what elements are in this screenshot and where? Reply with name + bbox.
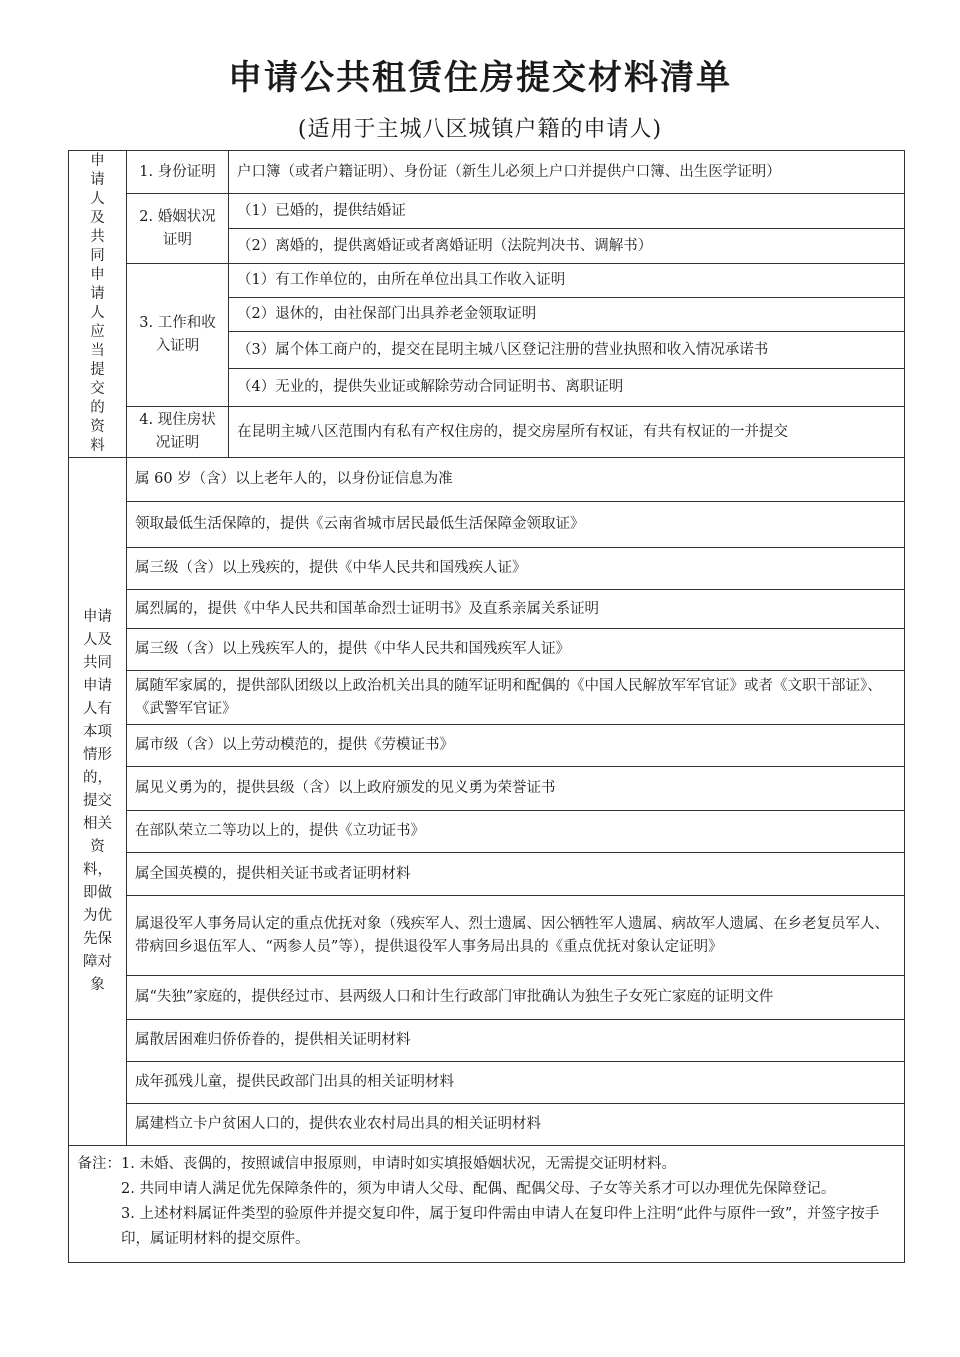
table-row xyxy=(69,811,905,853)
requirement-cell: 户口簿（或者户籍证明）、身份证（新生儿必须上户口并提供户口簿、出生医学证明） xyxy=(229,151,905,194)
note-item xyxy=(69,1177,904,1202)
priority-item: 属三级（含）以上残疾的，提供《中华人民共和国残疾人证》 xyxy=(127,548,905,590)
category-label: 4. 现住房状况证明 xyxy=(127,407,229,458)
note-item xyxy=(69,1152,904,1177)
table-row xyxy=(69,264,905,298)
table-row xyxy=(69,407,905,458)
requirement-cell: （2）离婚的，提供离婚证或者离婚证明（法院判决书、调解书） xyxy=(229,229,905,264)
section2-label: 申请人及共同申请人有本项情形的，提交相关资料，即做为优先保障对象 xyxy=(69,458,127,1146)
requirement-cell: （2）退休的，由社保部门出具养老金领取证明 xyxy=(229,298,905,332)
requirement-cell: （4）无业的，提供失业证或解除劳动合同证明书、离职证明 xyxy=(229,369,905,407)
document-title: 申请公共租赁住房提交材料清单 xyxy=(228,58,732,98)
table-row xyxy=(69,976,905,1020)
table-row xyxy=(69,629,905,671)
notes-cell xyxy=(69,1146,905,1263)
note-text: 2. 共同申请人满足优先保障条件的，须为申请人父母、配偶、配偶父母、子女等关系才可以办理优先保障登记。 xyxy=(121,1181,836,1197)
priority-item: 属“失独”家庭的，提供经过市、县两级人口和计生行政部门审批确认为独生子女死亡家庭的证明文件 xyxy=(127,976,905,1020)
priority-item: 领取最低生活保障的，提供《云南省城市居民最低生活保障金领取证》 xyxy=(127,502,905,548)
requirement-cell: （3）属个体工商户的，提交在昆明主城八区登记注册的营业执照和收入情况承诺书 xyxy=(229,332,905,369)
table-row xyxy=(69,502,905,548)
requirement-cell: （1）有工作单位的，由所在单位出具工作收入证明 xyxy=(229,264,905,298)
requirement-cell: （1）已婚的，提供结婚证 xyxy=(229,194,905,229)
materials-table xyxy=(68,150,905,1263)
notes-row xyxy=(69,1146,905,1263)
table-row xyxy=(69,853,905,896)
category-label: 1. 身份证明 xyxy=(127,151,229,194)
note-text: 3. 上述材料属证件类型的验原件并提交复印件，属于复印件需由申请人在复印件上注明“此件与原件一致”，并签字按手印，属证明材料的提交原件。 xyxy=(121,1206,880,1247)
category-label: 2. 婚姻状况证明 xyxy=(127,194,229,264)
priority-item: 属见义勇为的，提供县级（含）以上政府颁发的见义勇为荣誉证书 xyxy=(127,767,905,811)
table-row xyxy=(69,590,905,629)
priority-item: 属退役军人事务局认定的重点优抚对象（残疾军人、烈士遗属、因公牺牲军人遗属、病故军人遗属、在乡老复员军人、带病回乡退伍军人、“两参人员”等），提供退役军人事务局出具的《重点优抚对象认定证明》 xyxy=(127,896,905,976)
table-row xyxy=(69,671,905,725)
table-row xyxy=(69,1104,905,1146)
priority-item: 在部队荣立二等功以上的，提供《立功证书》 xyxy=(127,811,905,853)
table-row xyxy=(69,548,905,590)
priority-item: 属烈属的，提供《中华人民共和国革命烈士证明书》及直系亲属关系证明 xyxy=(127,590,905,629)
table-row xyxy=(69,725,905,767)
priority-item: 属 60 岁（含）以上老年人的，以身份证信息为准 xyxy=(127,458,905,502)
note-item xyxy=(69,1202,904,1252)
table-row xyxy=(69,1020,905,1062)
table-row xyxy=(69,1062,905,1104)
category-label: 3. 工作和收入证明 xyxy=(127,264,229,407)
requirement-cell: 在昆明主城八区范围内有私有产权住房的，提交房屋所有权证，有共有权证的一并提交 xyxy=(229,407,905,458)
priority-item: 成年孤残儿童，提供民政部门出具的相关证明材料 xyxy=(127,1062,905,1104)
priority-item: 属三级（含）以上残疾军人的，提供《中华人民共和国残疾军人证》 xyxy=(127,629,905,671)
notes-label: 备注： xyxy=(77,1156,121,1172)
table-row xyxy=(69,194,905,229)
document-subtitle: (适用于主城八区城镇户籍的申请人) xyxy=(297,117,663,142)
priority-item: 属散居困难归侨侨眷的，提供相关证明材料 xyxy=(127,1020,905,1062)
priority-item: 属建档立卡户贫困人口的，提供农业农村局出具的相关证明材料 xyxy=(127,1104,905,1146)
priority-item: 属全国英模的，提供相关证书或者证明材料 xyxy=(127,853,905,896)
priority-item: 属市级（含）以上劳动模范的，提供《劳模证书》 xyxy=(127,725,905,767)
table-row xyxy=(69,896,905,976)
table-row xyxy=(69,767,905,811)
table-row xyxy=(69,458,905,502)
priority-item: 属随军家属的，提供部队团级以上政治机关出具的随军证明和配偶的《中国人民解放军军官证》或者《文职干部证》、《武警军官证》 xyxy=(127,671,905,725)
section1-label: 申请人及共同申请人应当提交的资料 xyxy=(69,151,127,458)
note-text: 1. 未婚、丧偶的，按照诚信申报原则，申请时如实填报婚姻状况，无需提交证明材料。 xyxy=(121,1156,676,1172)
table-row xyxy=(69,151,905,194)
